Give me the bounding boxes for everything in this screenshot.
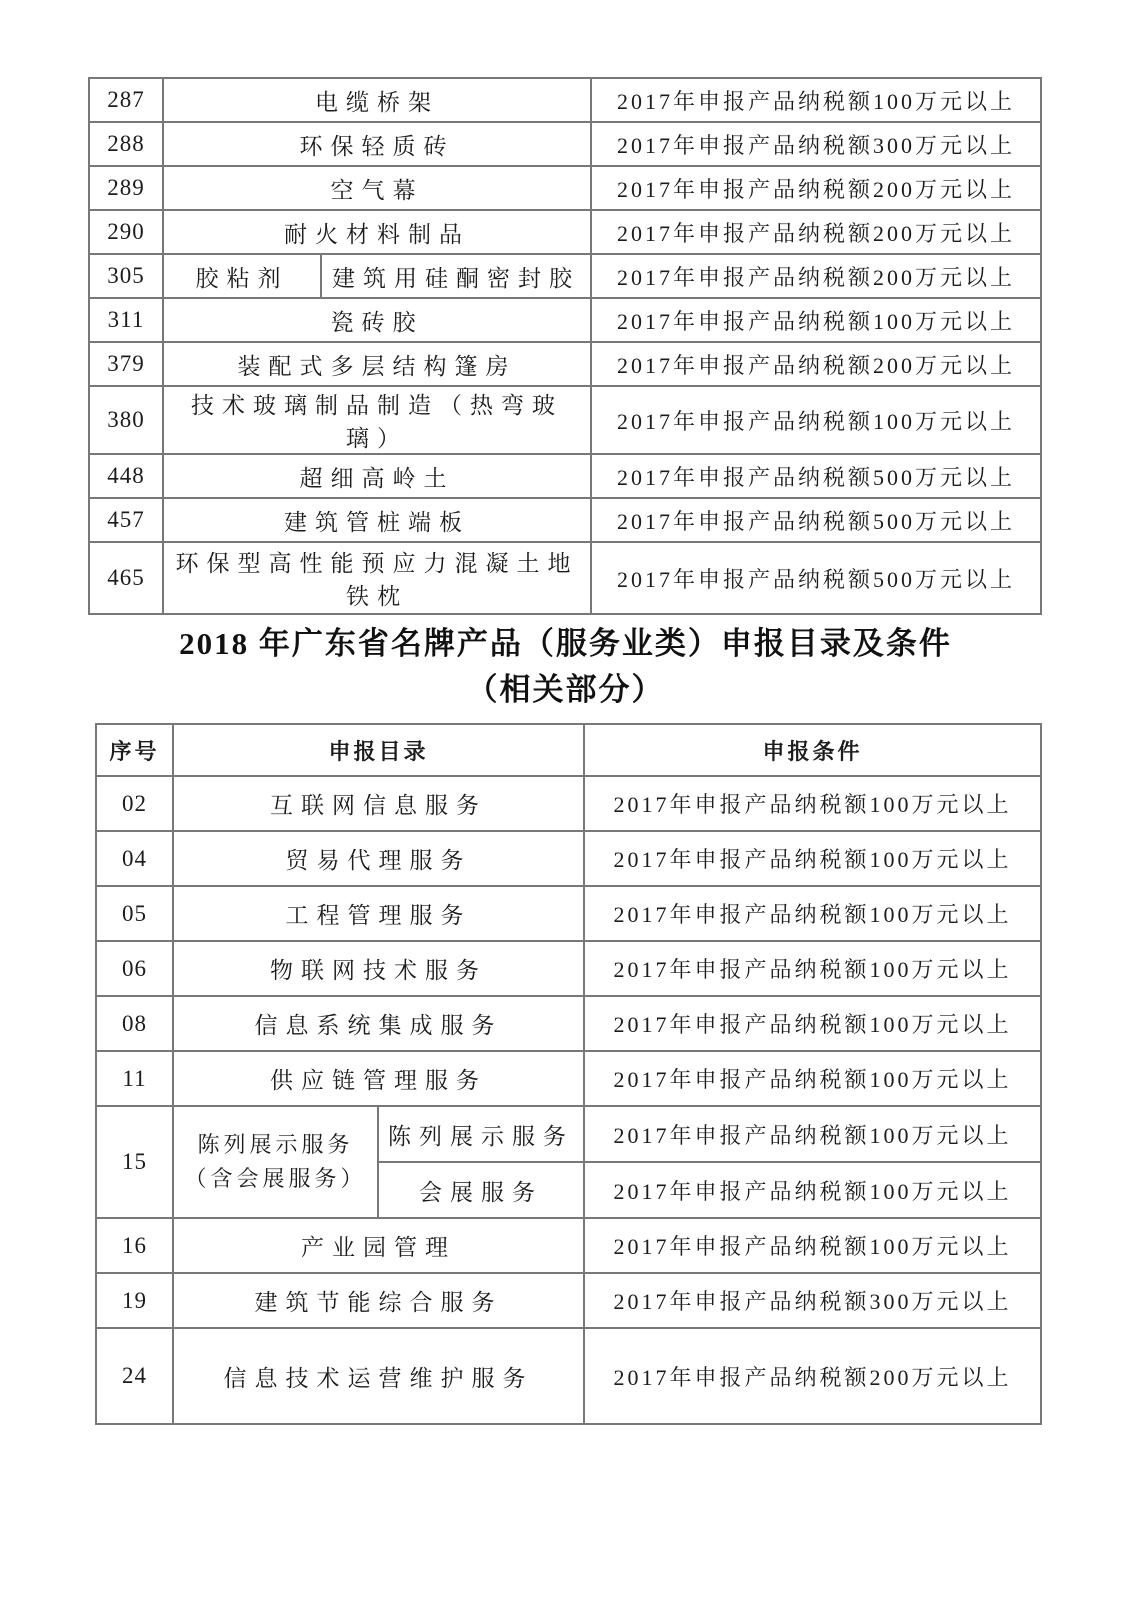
- header-no: 序号: [96, 724, 173, 776]
- row-number-cell: 380: [89, 386, 163, 454]
- table-row: [89, 122, 1041, 166]
- catalog-cell: 互联网信息服务: [173, 776, 584, 831]
- table-row: [89, 298, 1041, 342]
- catalog-cell: 耐火材料制品: [163, 210, 591, 254]
- header-condition: 申报条件: [584, 724, 1041, 776]
- table-row: [89, 454, 1041, 498]
- section-title: [0, 621, 1131, 713]
- table-row: [96, 1328, 1041, 1424]
- product-table: [88, 77, 1042, 615]
- section-title-line2: （相关部分）: [466, 672, 665, 707]
- condition-cell: 2017年申报产品纳税额100万元以上: [584, 941, 1041, 996]
- condition-cell: 2017年申报产品纳税额100万元以上: [584, 776, 1041, 831]
- catalog-cell: 贸易代理服务: [173, 831, 584, 886]
- condition-cell: 2017年申报产品纳税额200万元以上: [584, 1328, 1041, 1424]
- row-number-cell: 288: [89, 122, 163, 166]
- header-catalog: 申报目录: [173, 724, 584, 776]
- condition-cell: 2017年申报产品纳税额100万元以上: [591, 298, 1041, 342]
- table-row: [96, 776, 1041, 831]
- catalog-group-cell: 陈列展示服务（含会展服务）: [173, 1106, 378, 1218]
- row-number-cell: 290: [89, 210, 163, 254]
- condition-cell: 2017年申报产品纳税额100万元以上: [584, 1106, 1041, 1162]
- catalog-cell: 建筑管桩端板: [163, 498, 591, 542]
- catalog-cell: 空气幕: [163, 166, 591, 210]
- row-number-cell: 11: [96, 1051, 173, 1106]
- row-number-cell: 24: [96, 1328, 173, 1424]
- table-row: [89, 542, 1041, 614]
- condition-cell: 2017年申报产品纳税额500万元以上: [591, 498, 1041, 542]
- catalog-cell: 工程管理服务: [173, 886, 584, 941]
- condition-cell: 2017年申报产品纳税额100万元以上: [584, 1218, 1041, 1273]
- row-number-cell: 02: [96, 776, 173, 831]
- condition-cell: 2017年申报产品纳税额200万元以上: [591, 342, 1041, 386]
- condition-cell: 2017年申报产品纳税额100万元以上: [584, 1162, 1041, 1218]
- catalog-cell: 超细高岭土: [163, 454, 591, 498]
- table-row: [89, 254, 1041, 298]
- table-row: [96, 1051, 1041, 1106]
- row-number-cell: 311: [89, 298, 163, 342]
- condition-cell: 2017年申报产品纳税额500万元以上: [591, 542, 1041, 614]
- condition-cell: 2017年申报产品纳税额100万元以上: [591, 78, 1041, 122]
- row-number-cell: 15: [96, 1106, 173, 1218]
- table-row: [89, 386, 1041, 454]
- catalog-cell: 技术玻璃制品制造（热弯玻璃）: [163, 386, 591, 454]
- condition-cell: 2017年申报产品纳税额100万元以上: [584, 996, 1041, 1051]
- row-number-cell: 465: [89, 542, 163, 614]
- row-number-cell: 06: [96, 941, 173, 996]
- catalog-cell: 供应链管理服务: [173, 1051, 584, 1106]
- condition-cell: 2017年申报产品纳税额200万元以上: [591, 254, 1041, 298]
- row-number-cell: 289: [89, 166, 163, 210]
- table-row: [96, 886, 1041, 941]
- condition-cell: 2017年申报产品纳税额300万元以上: [591, 122, 1041, 166]
- condition-cell: 2017年申报产品纳税额200万元以上: [591, 210, 1041, 254]
- condition-cell: 2017年申报产品纳税额500万元以上: [591, 454, 1041, 498]
- row-number-cell: 08: [96, 996, 173, 1051]
- table-row: [89, 166, 1041, 210]
- catalog-sub-cell: 会展服务: [378, 1162, 584, 1218]
- condition-cell: 2017年申报产品纳税额100万元以上: [584, 886, 1041, 941]
- row-number-cell: 04: [96, 831, 173, 886]
- catalog-cell: 胶粘剂: [163, 254, 321, 298]
- row-number-cell: 16: [96, 1218, 173, 1273]
- catalog-cell: 物联网技术服务: [173, 941, 584, 996]
- table-row: [96, 941, 1041, 996]
- table-row: [96, 1106, 1041, 1162]
- catalog-cell: 信息系统集成服务: [173, 996, 584, 1051]
- condition-cell: 2017年申报产品纳税额100万元以上: [591, 386, 1041, 454]
- table-row: [89, 78, 1041, 122]
- catalog-cell: 建筑节能综合服务: [173, 1273, 584, 1328]
- condition-cell: 2017年申报产品纳税额100万元以上: [584, 1051, 1041, 1106]
- table-row: [96, 1218, 1041, 1273]
- catalog-cell: 信息技术运营维护服务: [173, 1328, 584, 1424]
- table-row: [96, 831, 1041, 886]
- row-number-cell: 457: [89, 498, 163, 542]
- table-row: [89, 342, 1041, 386]
- catalog-cell: 装配式多层结构篷房: [163, 342, 591, 386]
- row-number-cell: 287: [89, 78, 163, 122]
- service-table: [95, 723, 1042, 1425]
- row-number-cell: 05: [96, 886, 173, 941]
- condition-cell: 2017年申报产品纳税额100万元以上: [584, 831, 1041, 886]
- table-row: [96, 996, 1041, 1051]
- row-number-cell: 305: [89, 254, 163, 298]
- catalog-cell: 电缆桥架: [163, 78, 591, 122]
- table-row: [89, 498, 1041, 542]
- condition-cell: 2017年申报产品纳税额300万元以上: [584, 1273, 1041, 1328]
- section-title-line1: 2018 年广东省名牌产品（服务业类）申报目录及条件: [179, 626, 952, 661]
- row-number-cell: 19: [96, 1273, 173, 1328]
- catalog-cell: 环保轻质砖: [163, 122, 591, 166]
- row-number-cell: 448: [89, 454, 163, 498]
- table-header-row: [96, 724, 1041, 776]
- catalog-cell: 环保型高性能预应力混凝土地铁枕: [163, 542, 591, 614]
- table-row: [89, 210, 1041, 254]
- catalog-cell: 产业园管理: [173, 1218, 584, 1273]
- table-row: [96, 1273, 1041, 1328]
- condition-cell: 2017年申报产品纳税额200万元以上: [591, 166, 1041, 210]
- catalog-sub-cell: 建筑用硅酮密封胶: [321, 254, 591, 298]
- row-number-cell: 379: [89, 342, 163, 386]
- catalog-cell: 瓷砖胶: [163, 298, 591, 342]
- catalog-sub-cell: 陈列展示服务: [378, 1106, 584, 1162]
